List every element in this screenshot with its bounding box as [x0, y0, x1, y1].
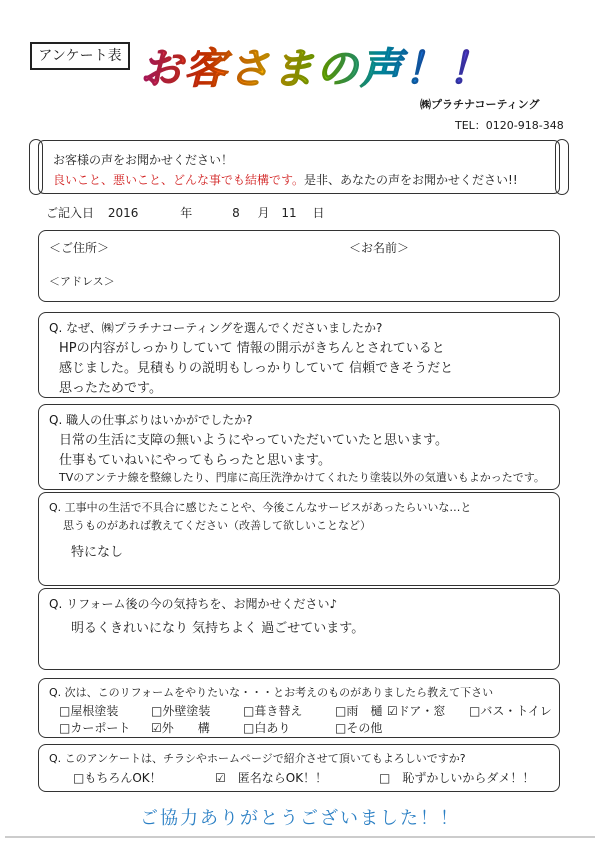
email-label: ＜アドレス＞ [49, 275, 115, 288]
option-bath-toilet[interactable]: □バス・トイレ [469, 704, 552, 718]
customer-info-box [38, 230, 560, 302]
option-roof-painting[interactable]: □屋根塗装 [59, 704, 119, 718]
form-type-label: アンケート表 [30, 42, 130, 70]
date-day-unit: 日 [312, 206, 325, 220]
name-label: ＜お名前＞ [349, 241, 410, 255]
question-box-5 [38, 678, 560, 738]
date-year: 2016 [107, 206, 139, 220]
q2-text: Q. 職人の仕事ぶりはいかがでしたか? [49, 413, 253, 427]
scroll-curl-right [555, 139, 569, 195]
entry-date [46, 204, 325, 221]
q3-answer: 特になし [71, 545, 124, 560]
intro-banner [38, 140, 560, 194]
bottom-divider [5, 836, 595, 838]
intro-line-2 [53, 171, 518, 188]
q2-answer-line: 日常の生活に支障の無いようにやっていただいていたと思います。 [59, 433, 448, 448]
option-door-window[interactable]: ☑ドア・窓 [387, 704, 446, 718]
intro-red-text: 良いこと、悪いこと、どんな事でも結構です。 [53, 173, 305, 187]
question-box-2 [38, 404, 560, 490]
question-box-6 [38, 744, 560, 792]
q4-answer: 明るくきれいになり 気持ちよく 過ごせています。 [71, 621, 365, 636]
q2-answer-line: TVのアンテナ線を整線したり、門扉に高圧洗浄かけてくれたり塗装以外の気遣いもよかったです。 [59, 471, 545, 484]
intro-line-1: お客様の声をお聞かせください！ [53, 153, 234, 167]
address-label: ＜ご住所＞ [49, 241, 110, 255]
option-anonymous-ok[interactable]: ☑ 匿名ならOK！！ [215, 771, 328, 785]
q5-text: Q. 次は、このリフォームをやりたいな・・・とお考えのものがありましたら教えて下さい [49, 686, 494, 699]
option-of-course-ok[interactable]: □もちろんOK！ [73, 771, 162, 785]
q1-answer-line: HPの内容がしっかりしていて 情報の開示がきちんとされていると [59, 341, 445, 356]
option-gutter[interactable]: □雨 樋 [335, 704, 383, 718]
phone-number: TEL：0120-918-348 [455, 119, 564, 132]
q6-text: Q. このアンケートは、チラシやホームページで紹介させて頂いてもよろしいですか? [49, 752, 466, 765]
option-exterior-wall[interactable]: □外壁塗装 [151, 704, 211, 718]
q1-text: Q. なぜ、㈱プラチナコーティングを選んでくださいましたか? [49, 321, 383, 335]
q3-text-line-1: Q. 工事中の生活で不具合に感じたことや、今後こんなサービスがあったらいいな…と [49, 501, 472, 514]
option-carport[interactable]: □カーポート [59, 721, 131, 735]
question-box-4 [38, 588, 560, 670]
date-label: ご記入日 [46, 206, 95, 220]
option-termite[interactable]: □白あり [243, 721, 291, 735]
q2-answer-line: 仕事もていねいにやってもらったと思います。 [59, 453, 331, 468]
question-box-3 [38, 492, 560, 586]
q4-text: Q. リフォーム後の今の気持ちを、お聞かせください♪ [49, 597, 338, 611]
date-day: 11 [281, 206, 297, 220]
intro-rest-text: 是非、あなたの声をお聞かせください!! [304, 173, 518, 187]
q1-answer-line: 思ったためです。 [59, 381, 162, 396]
page-title: お客さまの声！！ [140, 36, 492, 96]
thanks-message: ご協力ありがとうございました！！ [140, 808, 460, 829]
date-month-unit: 月 [257, 206, 270, 220]
option-reroofing[interactable]: □葺き替え [243, 704, 303, 718]
question-box-1 [38, 312, 560, 398]
date-year-unit: 年 [180, 206, 193, 220]
scroll-curl-left [29, 139, 43, 195]
option-embarrassed-no[interactable]: □ 恥ずかしいからダメ！！ [379, 771, 535, 785]
q1-answer-line: 感じました。見積もりの説明もしっかりしていて 信頼できそうだと [59, 361, 454, 376]
date-month: 8 [232, 206, 240, 220]
company-name: ㈱プラチナコーティング [420, 98, 540, 111]
q3-text-line-2: 思うものがあれば教えてください（改善して欲しいことなど） [63, 519, 371, 532]
option-other[interactable]: □その他 [335, 721, 383, 735]
option-exterior-structure[interactable]: ☑外 構 [151, 721, 210, 735]
